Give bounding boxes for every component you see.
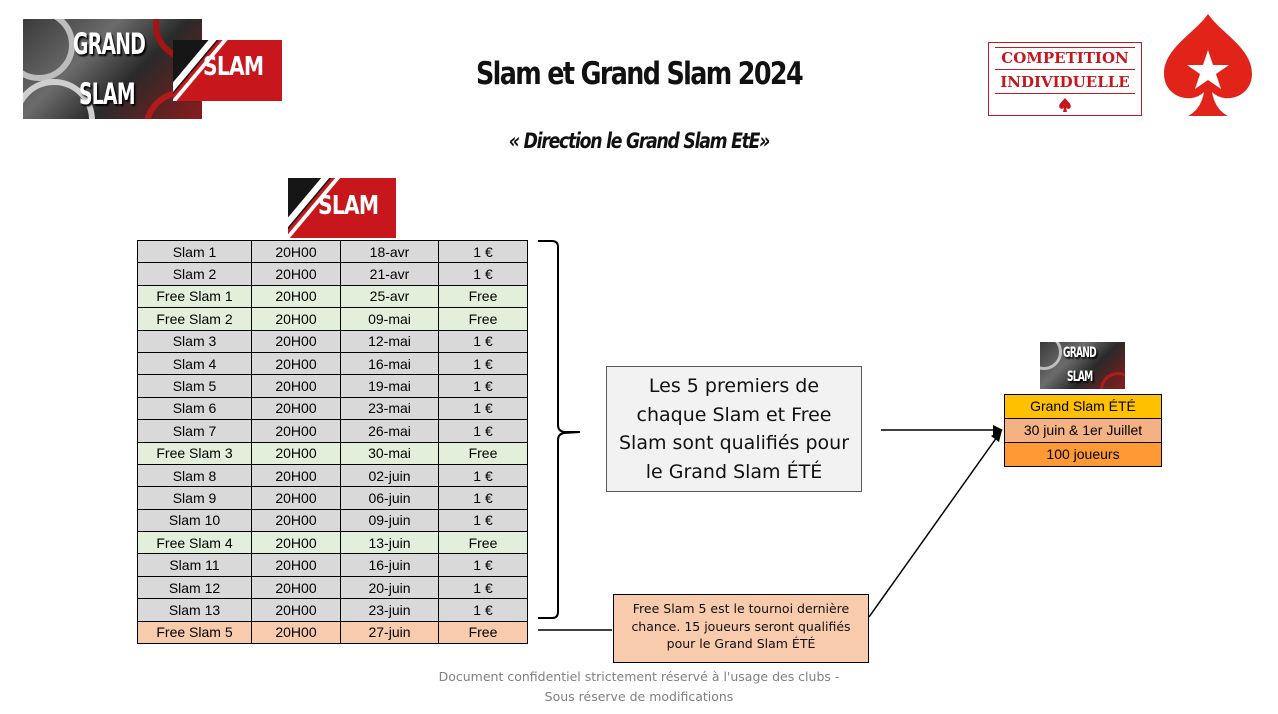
- info-line-3: Slam sont qualifiés pour: [618, 432, 850, 454]
- tournament-time: 20H00: [252, 464, 341, 486]
- tournament-date: 23-juin: [341, 599, 439, 621]
- tournament-price: Free: [439, 532, 528, 554]
- tournament-time: 20H00: [252, 621, 341, 643]
- tournament-price: 1 €: [439, 397, 528, 419]
- tournament-name: Slam 4: [138, 352, 252, 374]
- tournament-price: 1 €: [439, 487, 528, 509]
- competition-line1: COMPETITION: [1001, 49, 1129, 67]
- tournament-price: 1 €: [439, 352, 528, 374]
- tournament-name: Slam 13: [138, 599, 252, 621]
- tournament-date: 13-juin: [341, 532, 439, 554]
- table-slam-logo-text: SLAM: [318, 191, 379, 221]
- grand-slam-small-logo: [1040, 342, 1125, 389]
- tournament-date: 16-mai: [341, 352, 439, 374]
- tournament-price: 1 €: [439, 263, 528, 285]
- info-line-1: Les 5 premiers de: [648, 375, 820, 397]
- footer: [0, 667, 1278, 707]
- grand-slam-box: [1004, 394, 1162, 467]
- grand-slam-players: 100 joueurs: [1004, 443, 1162, 467]
- tournament-time: 20H00: [252, 263, 341, 285]
- small-logo-text-2: SLAM: [1067, 369, 1093, 385]
- tournament-price: 1 €: [439, 509, 528, 531]
- note-line-3: pour le Grand Slam ÉTÉ: [666, 636, 816, 651]
- tournament-name: Slam 5: [138, 375, 252, 397]
- small-logo-text-1: GRAND: [1063, 345, 1096, 361]
- tournament-time: 20H00: [252, 352, 341, 374]
- tournament-time: 20H00: [252, 308, 341, 330]
- footer-line-1: Document confidentiel strictement réservé à l'usage des clubs -: [438, 669, 840, 684]
- tournament-name: Slam 3: [138, 330, 252, 352]
- tournament-name: Slam 9: [138, 487, 252, 509]
- tournament-date: 20-juin: [341, 576, 439, 598]
- tournament-price: Free: [439, 308, 528, 330]
- tournament-price: 1 €: [439, 554, 528, 576]
- tournament-name: Free Slam 3: [138, 442, 252, 464]
- info-line-2: chaque Slam et Free: [636, 403, 832, 426]
- tournament-time: 20H00: [252, 397, 341, 419]
- tournament-date: 16-juin: [341, 554, 439, 576]
- note-line-1: Free Slam 5 est le tournoi dernière: [632, 601, 850, 616]
- free-slam-5-note: [613, 594, 869, 663]
- page-title: Slam et Grand Slam 2024: [475, 56, 803, 92]
- tournament-time: 20H00: [252, 442, 341, 464]
- tournament-time: 20H00: [252, 487, 341, 509]
- tournament-price: Free: [439, 621, 528, 643]
- tournament-name: Free Slam 1: [138, 285, 252, 307]
- tournament-time: 20H00: [252, 375, 341, 397]
- tournament-time: 20H00: [252, 285, 341, 307]
- note-arrow-line: [869, 437, 997, 617]
- tournament-price: Free: [439, 285, 528, 307]
- tournament-price: 1 €: [439, 420, 528, 442]
- tournament-name: Slam 10: [138, 509, 252, 531]
- tournament-price: Free: [439, 442, 528, 464]
- tournament-name: Slam 2: [138, 263, 252, 285]
- tournament-price: 1 €: [439, 330, 528, 352]
- tournament-price: 1 €: [439, 599, 528, 621]
- tournament-name: Slam 6: [138, 397, 252, 419]
- qualification-info-box: [606, 366, 862, 492]
- tournament-date: 25-avr: [341, 285, 439, 307]
- tournament-time: 20H00: [252, 532, 341, 554]
- tournament-date: 23-mai: [341, 397, 439, 419]
- tournament-date: 26-mai: [341, 420, 439, 442]
- tournament-date: 18-avr: [341, 241, 439, 263]
- tournament-time: 20H00: [252, 420, 341, 442]
- tournament-name: Slam 7: [138, 420, 252, 442]
- tournament-date: 21-avr: [341, 263, 439, 285]
- info-line-4: le Grand Slam ÉTÉ: [645, 460, 823, 483]
- tournament-price: 1 €: [439, 241, 528, 263]
- tournament-time: 20H00: [252, 509, 341, 531]
- footer-line-2: Sous réserve de modifications: [544, 689, 734, 704]
- tournament-name: Free Slam 5: [138, 621, 252, 643]
- tournament-name: Slam 11: [138, 554, 252, 576]
- note-line-2: chance. 15 joueurs seront qualifiés: [631, 618, 851, 634]
- tournament-date: 19-mai: [341, 375, 439, 397]
- tournament-price: 1 €: [439, 375, 528, 397]
- grand-logo-text-2: SLAM: [79, 77, 135, 111]
- tournament-name: Free Slam 4: [138, 532, 252, 554]
- tournament-time: 20H00: [252, 330, 341, 352]
- tournament-time: 20H00: [252, 599, 341, 621]
- tournament-date: 27-juin: [341, 621, 439, 643]
- brace: [538, 241, 580, 618]
- tournament-price: 1 €: [439, 576, 528, 598]
- tournament-price: 1 €: [439, 464, 528, 486]
- tournament-name: Slam 12: [138, 576, 252, 598]
- tournament-name: Slam 8: [138, 464, 252, 486]
- grand-logo-text-1: GRAND: [73, 27, 146, 61]
- tournament-date: 02-juin: [341, 464, 439, 486]
- page-subtitle: « Direction le Grand Slam EtE»: [508, 129, 770, 153]
- tournament-date: 09-mai: [341, 308, 439, 330]
- tournament-time: 20H00: [252, 554, 341, 576]
- grand-slam-name: Grand Slam ÉTÉ: [1004, 394, 1162, 419]
- tournament-date: 12-mai: [341, 330, 439, 352]
- tournament-name: Slam 1: [138, 241, 252, 263]
- tournament-date: 06-juin: [341, 487, 439, 509]
- tournament-time: 20H00: [252, 576, 341, 598]
- tournament-date: 09-juin: [341, 509, 439, 531]
- tournament-name: Free Slam 2: [138, 308, 252, 330]
- competition-line2: INDIVIDUELLE: [1000, 73, 1130, 91]
- tournament-date: 30-mai: [341, 442, 439, 464]
- slam-logo-text: SLAM: [203, 52, 264, 82]
- grand-slam-dates: 30 juin & 1er Juillet: [1004, 419, 1162, 443]
- tournament-time: 20H00: [252, 241, 341, 263]
